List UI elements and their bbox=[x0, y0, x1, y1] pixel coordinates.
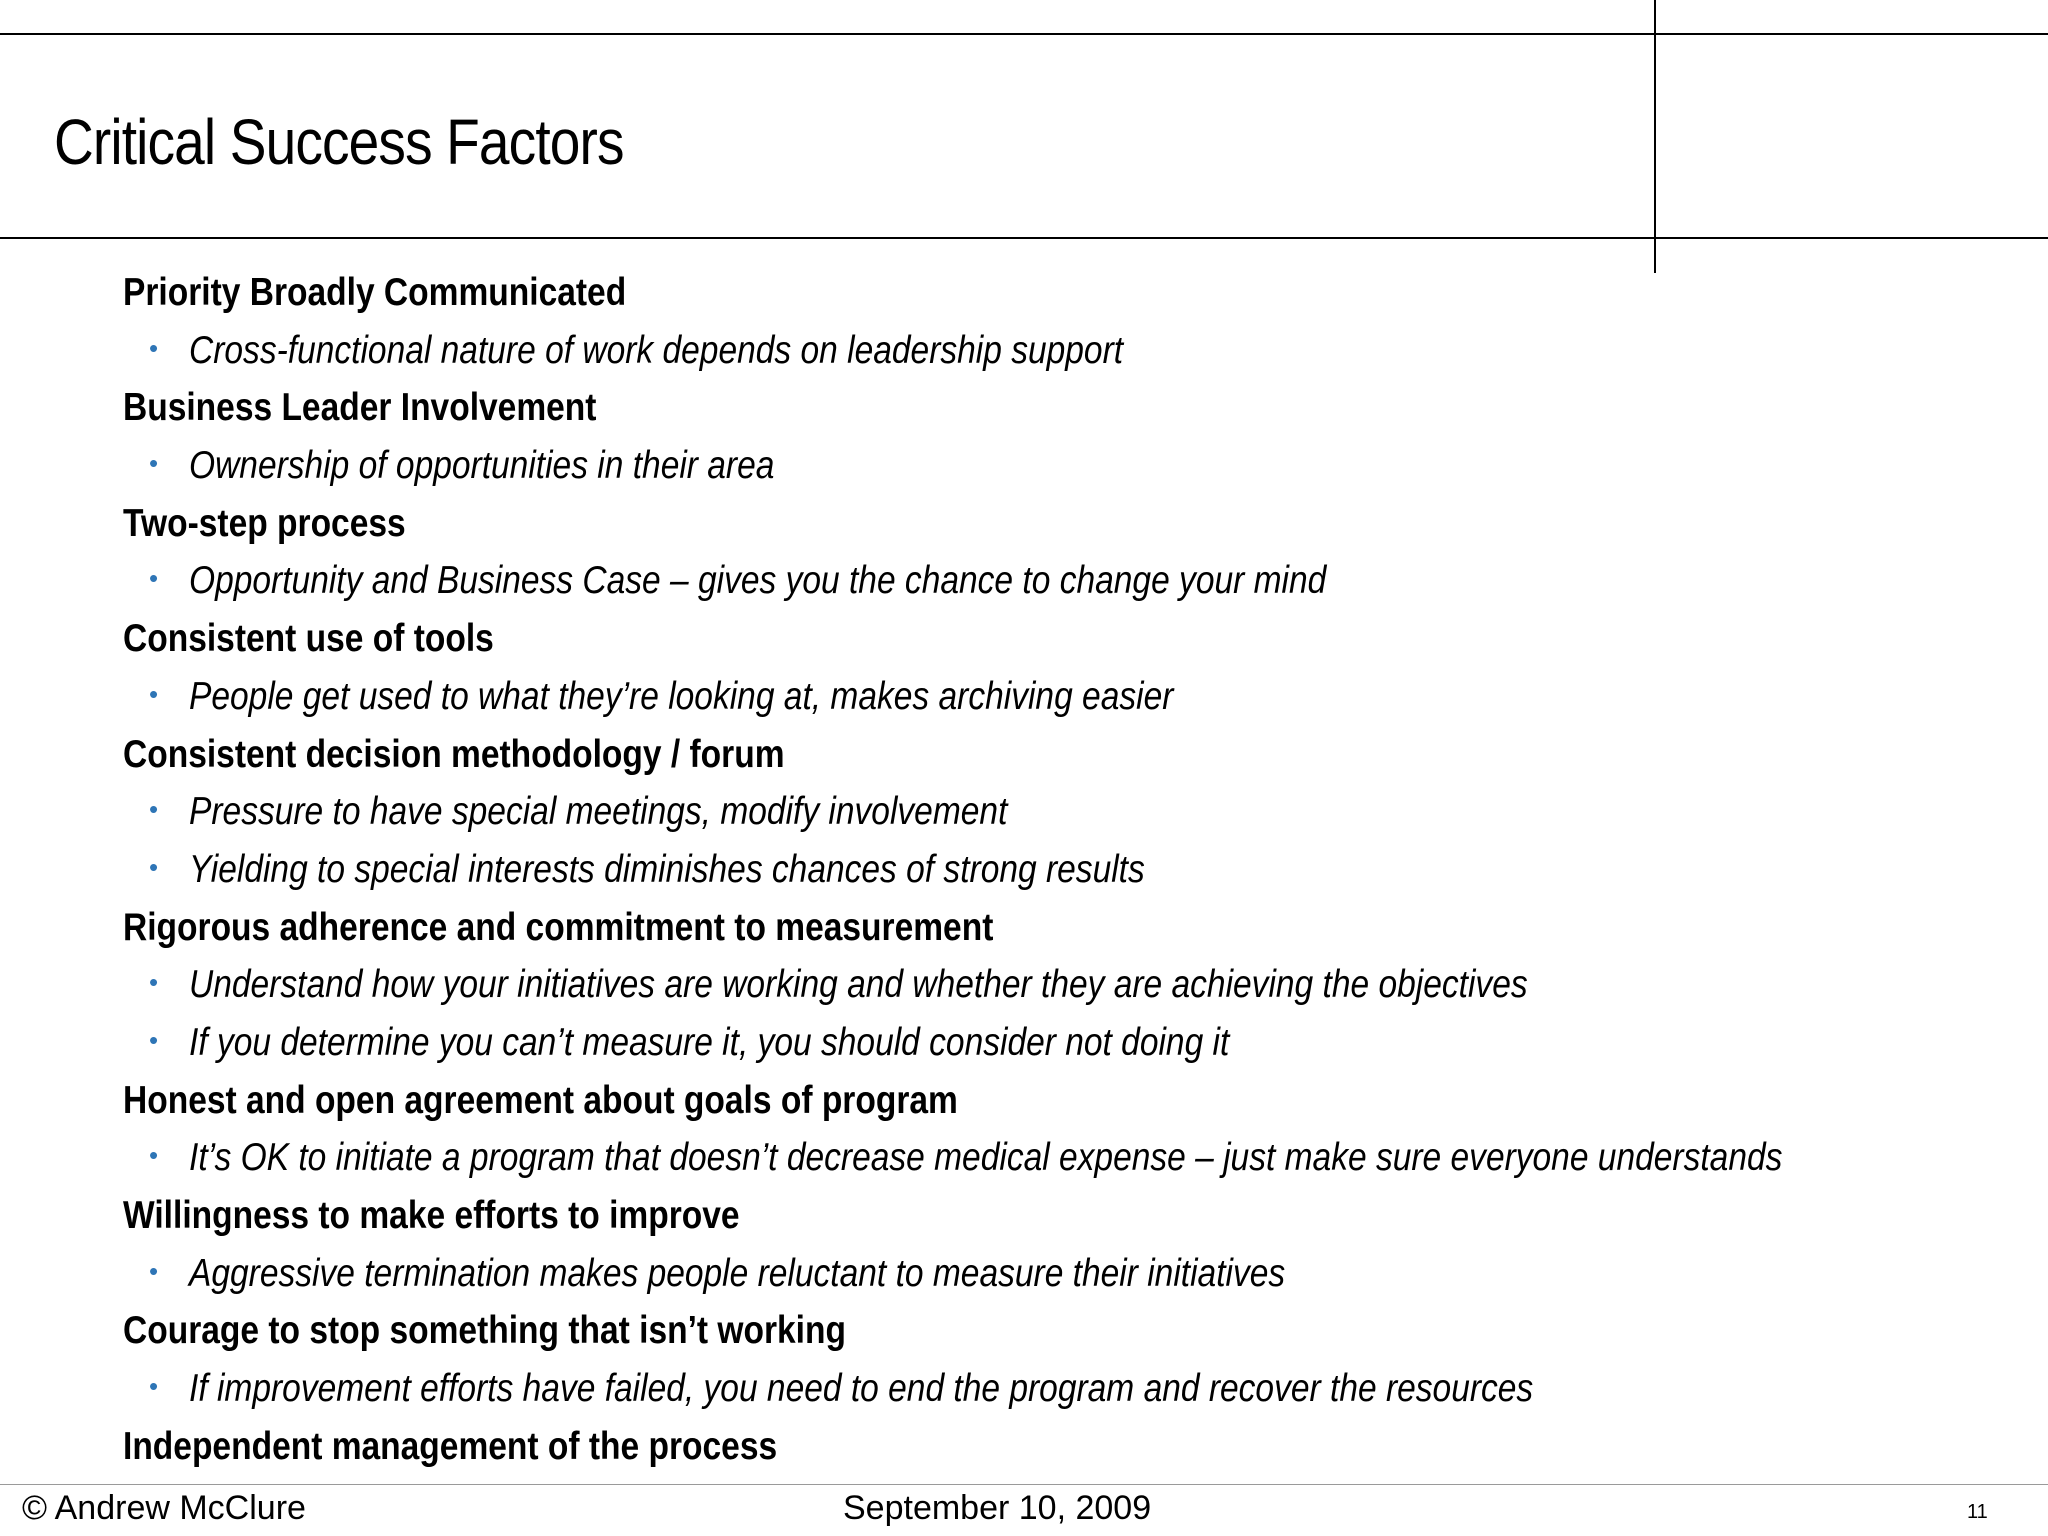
vertical-rule bbox=[1654, 0, 1656, 273]
factor-bullet bbox=[123, 1245, 2023, 1303]
factor-bullet bbox=[123, 1014, 2023, 1072]
factor-bullet bbox=[123, 956, 2023, 1014]
footer-author: © Andrew McClure bbox=[22, 1489, 306, 1527]
bullet-icon: • bbox=[149, 448, 159, 479]
bullet-icon: • bbox=[149, 1371, 159, 1402]
bullet-icon: • bbox=[149, 1140, 159, 1171]
factor-heading: Consistent use of tools bbox=[123, 617, 494, 661]
factor-heading: Business Leader Involvement bbox=[123, 386, 597, 430]
bullet-text: Yielding to special interests diminishes chances of strong results bbox=[189, 847, 1145, 891]
bullet-text: Opportunity and Business Case – gives you the chance to change your mind bbox=[189, 559, 1327, 603]
factor-heading: Two-step process bbox=[123, 501, 406, 545]
bullet-text: If improvement efforts have failed, you need to end the program and recover the resources bbox=[189, 1367, 1534, 1411]
factor-bullet bbox=[123, 1129, 2023, 1187]
bullet-icon: • bbox=[149, 678, 159, 709]
bullet-text: If you determine you can’t measure it, you should consider not doing it bbox=[189, 1020, 1230, 1064]
factor-heading: Priority Broadly Communicated bbox=[123, 271, 627, 314]
factor-heading: Willingness to make efforts to improve bbox=[123, 1194, 740, 1237]
factor-bullet bbox=[123, 668, 2023, 726]
bullet-icon: • bbox=[149, 967, 159, 998]
factor-heading: Rigorous adherence and commitment to measurement bbox=[123, 905, 994, 949]
bullet-text: People get used to what they’re looking at, makes archiving easier bbox=[189, 674, 1174, 718]
bullet-icon: • bbox=[149, 794, 159, 825]
factor-bullet bbox=[123, 437, 2023, 495]
bullet-icon: • bbox=[149, 1024, 159, 1055]
title-underline-rule bbox=[0, 237, 2048, 239]
bullet-icon: • bbox=[149, 851, 159, 882]
bullet-icon: • bbox=[149, 1255, 159, 1286]
bullet-text: Cross-functional nature of work depends on leadership support bbox=[189, 328, 1124, 372]
bullet-text: Understand how your initiatives are working and whether they are achieving the objectives bbox=[189, 963, 1528, 1007]
bullet-text: Aggressive termination makes people reluctant to measure their initiatives bbox=[189, 1251, 1286, 1295]
factor-bullet bbox=[123, 783, 2023, 841]
footer-rule bbox=[0, 1484, 2048, 1485]
page-number: 11 bbox=[1967, 1501, 1988, 1523]
factor-bullet bbox=[123, 1360, 2023, 1418]
factor-heading: Consistent decision methodology / forum bbox=[123, 732, 785, 776]
factor-heading: Honest and open agreement about goals of program bbox=[123, 1078, 958, 1122]
bullet-text: Pressure to have special meetings, modify involvement bbox=[189, 790, 1008, 834]
slide-title: Critical Success Factors bbox=[54, 106, 624, 178]
footer-date: September 10, 2009 bbox=[843, 1489, 1152, 1527]
factor-heading: Courage to stop something that isn’t working bbox=[123, 1309, 846, 1353]
factor-bullet bbox=[123, 322, 2023, 380]
factor-list bbox=[123, 264, 2023, 1475]
bullet-icon: • bbox=[149, 332, 159, 363]
bullet-icon: • bbox=[149, 563, 159, 594]
bullet-text: It’s OK to initiate a program that doesn’t decrease medical expense – just make sure everyone understands bbox=[189, 1136, 1783, 1180]
top-rule bbox=[0, 33, 2048, 35]
factor-bullet bbox=[123, 552, 2023, 610]
factor-heading: Independent management of the process bbox=[123, 1424, 778, 1468]
bullet-text: Ownership of opportunities in their area bbox=[189, 444, 775, 488]
factor-bullet bbox=[123, 841, 2023, 899]
